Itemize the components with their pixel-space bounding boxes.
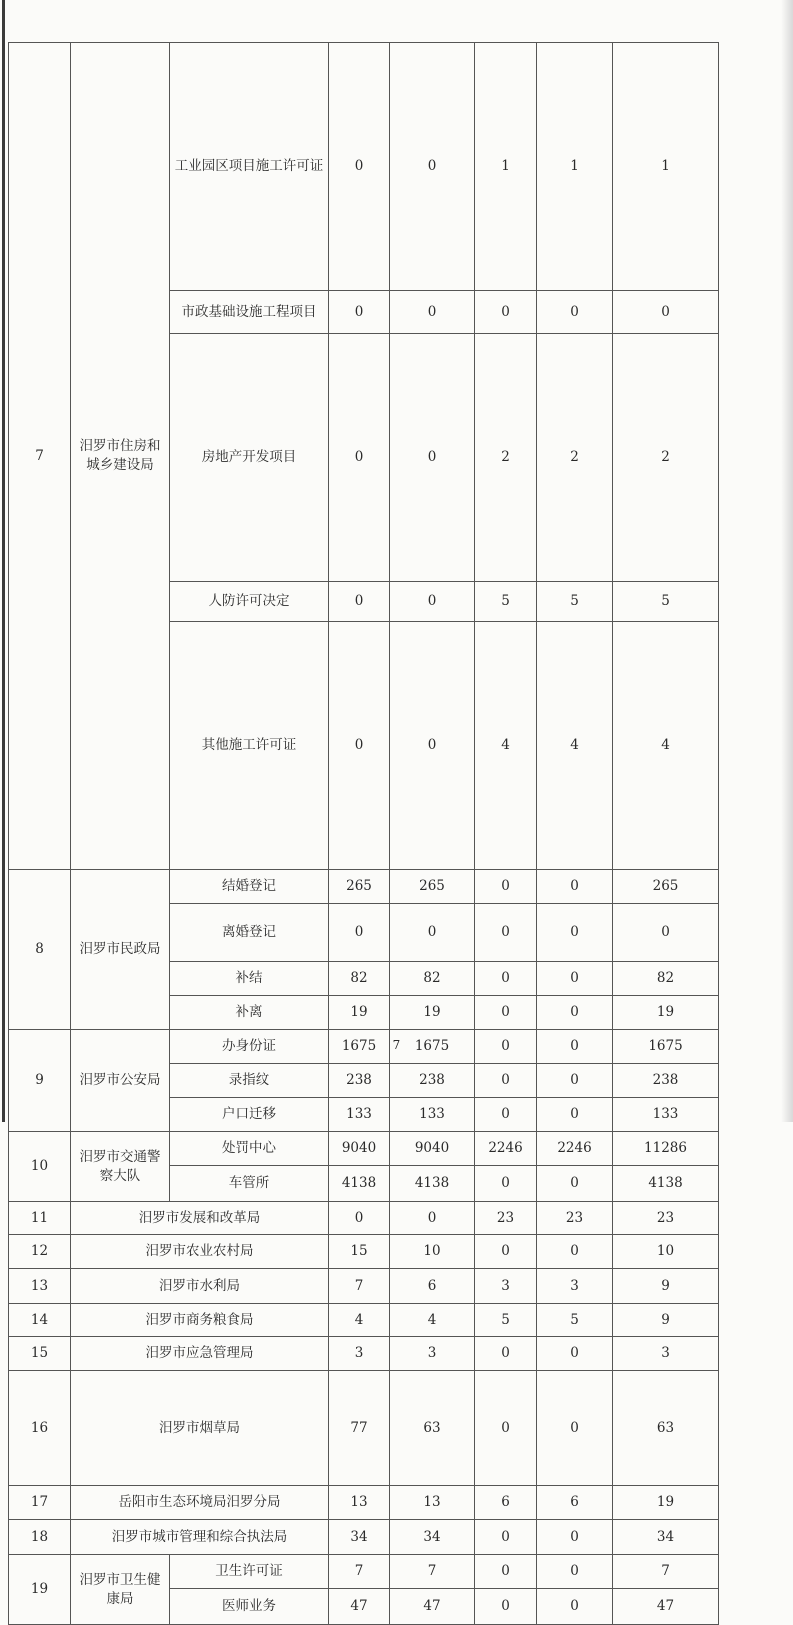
value-cell-c1: 0 — [329, 334, 390, 582]
table-row — [9, 43, 719, 291]
value-cell-c4: 0 — [537, 1098, 613, 1132]
item-name-cell: 市政基础设施工程项目 — [170, 291, 329, 334]
value-cell-c5: 82 — [613, 962, 719, 996]
value-cell-c2: 4 — [390, 1304, 475, 1337]
value-cell-c5: 11286 — [613, 1132, 719, 1166]
value-cell-c3: 5 — [475, 582, 537, 622]
value-cell-c3: 1 — [475, 43, 537, 291]
value-cell-c4: 0 — [537, 1337, 613, 1371]
value-cell-c5: 4138 — [613, 1166, 719, 1202]
value-cell-c2: 10 — [390, 1235, 475, 1269]
item-name-cell: 结婚登记 — [170, 870, 329, 904]
row-number-cell: 14 — [9, 1304, 71, 1337]
value-cell-c4: 23 — [537, 1202, 613, 1235]
department-cell: 汨罗市民政局 — [71, 870, 170, 1030]
value-cell-c3: 0 — [475, 1166, 537, 1202]
value-cell-c4: 0 — [537, 996, 613, 1030]
value-cell-c1: 1675 — [329, 1030, 390, 1064]
value-cell-c3: 3 — [475, 1269, 537, 1304]
department-cell: 汨罗市烟草局 — [71, 1371, 329, 1486]
department-cell: 汨罗市城市管理和综合执法局 — [71, 1520, 329, 1555]
value-cell-c2: 7 — [390, 1555, 475, 1589]
row-number-cell: 8 — [9, 870, 71, 1030]
value-cell-c2: 6 — [390, 1269, 475, 1304]
table-row — [9, 1269, 719, 1304]
value-cell-c2: 9040 — [390, 1132, 475, 1166]
value-cell-c4: 2 — [537, 334, 613, 582]
value-cell-c2: 0 — [390, 291, 475, 334]
value-cell-c1: 4138 — [329, 1166, 390, 1202]
value-cell-c2: 3 — [390, 1337, 475, 1371]
value-cell-c4: 2246 — [537, 1132, 613, 1166]
department-cell: 汨罗市卫生健康局 — [71, 1555, 170, 1625]
value-cell-c3: 0 — [475, 1030, 537, 1064]
value-cell-c3: 6 — [475, 1486, 537, 1520]
table-row — [9, 1337, 719, 1371]
table-row — [9, 870, 719, 904]
value-cell-c3: 0 — [475, 1589, 537, 1625]
value-cell-c5: 133 — [613, 1098, 719, 1132]
value-cell-c5: 7 — [613, 1555, 719, 1589]
value-cell-c3: 5 — [475, 1304, 537, 1337]
value-cell-c4: 6 — [537, 1486, 613, 1520]
value-cell-c4: 0 — [537, 962, 613, 996]
value-cell-c1: 133 — [329, 1098, 390, 1132]
department-cell: 汨罗市发展和改革局 — [71, 1202, 329, 1235]
table-row — [9, 1304, 719, 1337]
value-cell-c4: 0 — [537, 1064, 613, 1098]
value-cell-c4: 5 — [537, 1304, 613, 1337]
item-name-cell: 卫生许可证 — [170, 1555, 329, 1589]
statistics-table — [8, 42, 719, 1625]
table-row — [9, 1371, 719, 1486]
value-cell-c4: 0 — [537, 1555, 613, 1589]
value-cell-c1: 19 — [329, 996, 390, 1030]
item-name-cell: 车管所 — [170, 1166, 329, 1202]
value-cell-c1: 4 — [329, 1304, 390, 1337]
value-cell-c3: 0 — [475, 1235, 537, 1269]
item-name-cell: 办身份证 — [170, 1030, 329, 1064]
value-cell-c4: 0 — [537, 904, 613, 962]
item-name-cell: 房地产开发项目 — [170, 334, 329, 582]
value-cell-c3: 0 — [475, 1520, 537, 1555]
department-cell: 汨罗市住房和城乡建设局 — [71, 43, 170, 870]
value-cell-c2: 133 — [390, 1098, 475, 1132]
row-number-cell: 13 — [9, 1269, 71, 1304]
department-cell: 汨罗市应急管理局 — [71, 1337, 329, 1371]
value-cell-c2: 0 — [390, 622, 475, 870]
value-cell-c5: 23 — [613, 1202, 719, 1235]
page-number: 7 — [392, 1038, 401, 1052]
value-cell-c4: 0 — [537, 1235, 613, 1269]
table-row — [9, 1486, 719, 1520]
value-cell-c5: 34 — [613, 1520, 719, 1555]
row-number-cell: 19 — [9, 1555, 71, 1625]
value-cell-c4: 0 — [537, 1371, 613, 1486]
department-cell: 岳阳市生态环境局汨罗分局 — [71, 1486, 329, 1520]
value-cell-c5: 9 — [613, 1269, 719, 1304]
value-cell-c3: 0 — [475, 1371, 537, 1486]
row-number-cell: 11 — [9, 1202, 71, 1235]
value-cell-c3: 0 — [475, 291, 537, 334]
value-cell-c4: 0 — [537, 291, 613, 334]
value-cell-c2: 4138 — [390, 1166, 475, 1202]
value-cell-c1: 13 — [329, 1486, 390, 1520]
row-number-cell: 12 — [9, 1235, 71, 1269]
item-name-cell: 补离 — [170, 996, 329, 1030]
value-cell-c2: 265 — [390, 870, 475, 904]
value-cell-c3: 0 — [475, 870, 537, 904]
value-cell-c2: 238 — [390, 1064, 475, 1098]
row-number-cell: 7 — [9, 43, 71, 870]
value-cell-c1: 7 — [329, 1555, 390, 1589]
value-cell-c3: 0 — [475, 1555, 537, 1589]
value-cell-c1: 15 — [329, 1235, 390, 1269]
value-cell-c3: 0 — [475, 1337, 537, 1371]
item-name-cell: 录指纹 — [170, 1064, 329, 1098]
value-cell-c5: 19 — [613, 996, 719, 1030]
item-name-cell: 医师业务 — [170, 1589, 329, 1625]
value-cell-c1: 0 — [329, 904, 390, 962]
value-cell-c1: 238 — [329, 1064, 390, 1098]
value-cell-c1: 0 — [329, 43, 390, 291]
value-cell-c1: 7 — [329, 1269, 390, 1304]
page-left-edge — [2, 0, 5, 1122]
value-cell-c2: 82 — [390, 962, 475, 996]
department-cell: 汨罗市水利局 — [71, 1269, 329, 1304]
value-cell-c2: 0 — [390, 1202, 475, 1235]
value-cell-c5: 3 — [613, 1337, 719, 1371]
value-cell-c4: 4 — [537, 622, 613, 870]
department-cell: 汨罗市农业农村局 — [71, 1235, 329, 1269]
value-cell-c2: 63 — [390, 1371, 475, 1486]
department-cell: 汨罗市公安局 — [71, 1030, 170, 1132]
value-cell-c4: 0 — [537, 1520, 613, 1555]
table-row — [9, 1202, 719, 1235]
value-cell-c5: 1675 — [613, 1030, 719, 1064]
value-cell-c3: 0 — [475, 996, 537, 1030]
value-cell-c5: 0 — [613, 291, 719, 334]
row-number-cell: 15 — [9, 1337, 71, 1371]
item-name-cell: 离婚登记 — [170, 904, 329, 962]
item-name-cell: 其他施工许可证 — [170, 622, 329, 870]
value-cell-c2: 13 — [390, 1486, 475, 1520]
department-cell: 汨罗市商务粮食局 — [71, 1304, 329, 1337]
value-cell-c1: 0 — [329, 582, 390, 622]
value-cell-c2: 19 — [390, 996, 475, 1030]
value-cell-c2: 0 — [390, 582, 475, 622]
value-cell-c1: 0 — [329, 622, 390, 870]
value-cell-c4: 1 — [537, 43, 613, 291]
value-cell-c2: 34 — [390, 1520, 475, 1555]
value-cell-c2: 0 — [390, 334, 475, 582]
value-cell-c1: 265 — [329, 870, 390, 904]
value-cell-c4: 0 — [537, 1589, 613, 1625]
value-cell-c5: 4 — [613, 622, 719, 870]
value-cell-c1: 34 — [329, 1520, 390, 1555]
value-cell-c3: 0 — [475, 1064, 537, 1098]
value-cell-c3: 0 — [475, 904, 537, 962]
table-row — [9, 1520, 719, 1555]
item-name-cell: 处罚中心 — [170, 1132, 329, 1166]
value-cell-c5: 9 — [613, 1304, 719, 1337]
value-cell-c1: 0 — [329, 291, 390, 334]
table-row — [9, 1132, 719, 1166]
value-cell-c3: 4 — [475, 622, 537, 870]
value-cell-c4: 0 — [537, 1166, 613, 1202]
value-cell-c5: 265 — [613, 870, 719, 904]
value-cell-c3: 0 — [475, 1098, 537, 1132]
item-name-cell: 人防许可决定 — [170, 582, 329, 622]
value-cell-c5: 19 — [613, 1486, 719, 1520]
value-cell-c3: 0 — [475, 962, 537, 996]
table-row — [9, 1235, 719, 1269]
value-cell-c2: 47 — [390, 1589, 475, 1625]
value-cell-c4: 0 — [537, 870, 613, 904]
value-cell-c2: 1675 — [390, 1030, 475, 1064]
value-cell-c1: 3 — [329, 1337, 390, 1371]
row-number-cell: 10 — [9, 1132, 71, 1202]
value-cell-c5: 0 — [613, 904, 719, 962]
value-cell-c5: 238 — [613, 1064, 719, 1098]
value-cell-c5: 47 — [613, 1589, 719, 1625]
department-cell: 汨罗市交通警察大队 — [71, 1132, 170, 1202]
value-cell-c4: 3 — [537, 1269, 613, 1304]
row-number-cell: 9 — [9, 1030, 71, 1132]
value-cell-c3: 23 — [475, 1202, 537, 1235]
value-cell-c3: 2246 — [475, 1132, 537, 1166]
value-cell-c1: 82 — [329, 962, 390, 996]
value-cell-c1: 77 — [329, 1371, 390, 1486]
value-cell-c5: 63 — [613, 1371, 719, 1486]
table-row — [9, 1555, 719, 1589]
page-right-shadow — [781, 0, 793, 1122]
value-cell-c1: 9040 — [329, 1132, 390, 1166]
value-cell-c5: 5 — [613, 582, 719, 622]
value-cell-c4: 5 — [537, 582, 613, 622]
value-cell-c1: 47 — [329, 1589, 390, 1625]
item-name-cell: 户口迁移 — [170, 1098, 329, 1132]
value-cell-c2: 0 — [390, 43, 475, 291]
value-cell-c4: 0 — [537, 1030, 613, 1064]
value-cell-c3: 2 — [475, 334, 537, 582]
value-cell-c5: 1 — [613, 43, 719, 291]
row-number-cell: 16 — [9, 1371, 71, 1486]
item-name-cell: 补结 — [170, 962, 329, 996]
row-number-cell: 18 — [9, 1520, 71, 1555]
value-cell-c5: 10 — [613, 1235, 719, 1269]
item-name-cell: 工业园区项目施工许可证 — [170, 43, 329, 291]
value-cell-c5: 2 — [613, 334, 719, 582]
value-cell-c2: 0 — [390, 904, 475, 962]
value-cell-c1: 0 — [329, 1202, 390, 1235]
row-number-cell: 17 — [9, 1486, 71, 1520]
